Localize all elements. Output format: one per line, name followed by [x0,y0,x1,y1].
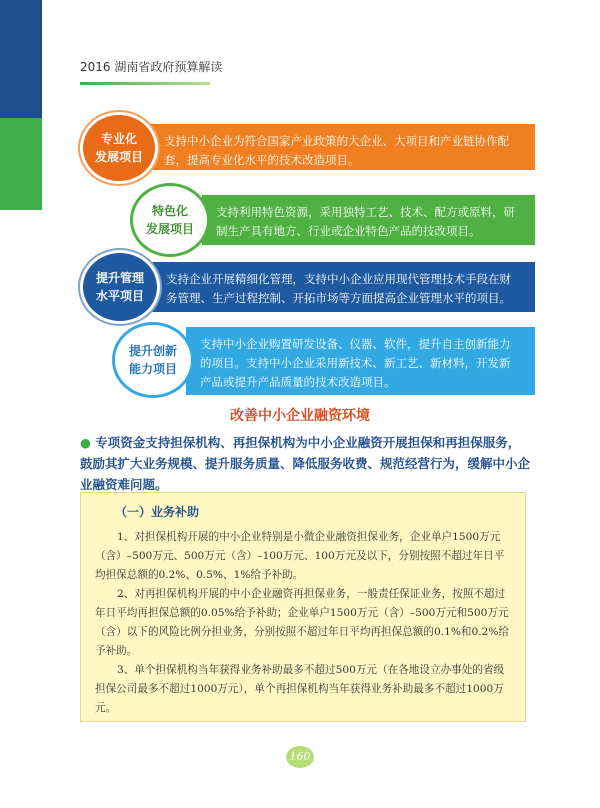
project-item-2-label: 特色化 发展项目 [130,183,210,257]
project-item-4-description: 支持中小企业购置研发设备、仪器、软件，提升自主创新能力的项目。支持中小企业采用新技术、新工艺、新材料，开发新产品或提升产品质量的技术改造项目。 [186,327,535,395]
subsidy-box-title: （一）业务补助 [115,505,200,519]
bullet-icon: ● [80,435,91,450]
project-item-2-description: 支持利用特色资源，采用独特工艺、技术、配方或原料，研制生产具有地方、行业或企业特色产品的技改项目。 [202,195,535,245]
project-item-1-label: 专业化 发展项目 [80,112,158,184]
header-underline [80,82,210,85]
section-title: 改善中小企业融资环境 [230,408,370,424]
project-item-1-description: 支持中小企业为符合国家产业政策的大企业、大项目和产业链协作配套，提高专业化水平的技术改造项目。 [150,124,535,170]
page-number: 160 [286,746,314,768]
side-decoration-blue [0,0,42,118]
subsidy-paragraph-1: 1、对担保机构开展的中小企业特别是小微企业融资担保业务，企业单户1500万元（含）–500万元、500万元（含）–100万元、100万元及以下，分别按照不超过年日平均担保总额的0.2%、0.5%、1%给予补助。 [95,531,505,581]
project-item-3-description: 支持企业开展精细化管理，支持中小企业应用现代管理技术手段在财务管理、生产过程控制、开拓市场等方面提高企业管理水平的项目。 [152,262,535,312]
subsidy-paragraph-3: 3、单个担保机构当年获得业务补助最多不超过500万元（在各地设立办事处的省级担保公司最多不超过1000万元），单个再担保机构当年获得业务补助最多不超过1000万元。 [95,664,505,714]
project-item-3-label: 提升管理 水平项目 [80,250,160,324]
subsidy-box [80,492,526,722]
running-header: 2016 湖南省政府预算解读 [80,60,223,74]
section-intro-text: 专项资金支持担保机构、再担保机构为中小企业融资开展担保和再担保服务，鼓励其扩大业务规模、提升服务质量、降低服务收费、规范经营行为，缓解中小企业融资难问题。 [80,435,531,492]
side-decoration-green [0,118,42,210]
section-intro [80,432,530,495]
project-item-4-label: 提升创新 能力项目 [112,322,194,398]
subsidy-paragraph-2: 2、对再担保机构开展的中小企业融资再担保业务，一般责任保证业务，按照不超过年日平均再担保总额的0.05%给予补助；企业单户1500万元（含）–500万元和500万元（含）以下的风险比例分担业务，分别按照不超过年日平均再担保总额的0.1%和0.2%给予补助。 [95,588,510,657]
